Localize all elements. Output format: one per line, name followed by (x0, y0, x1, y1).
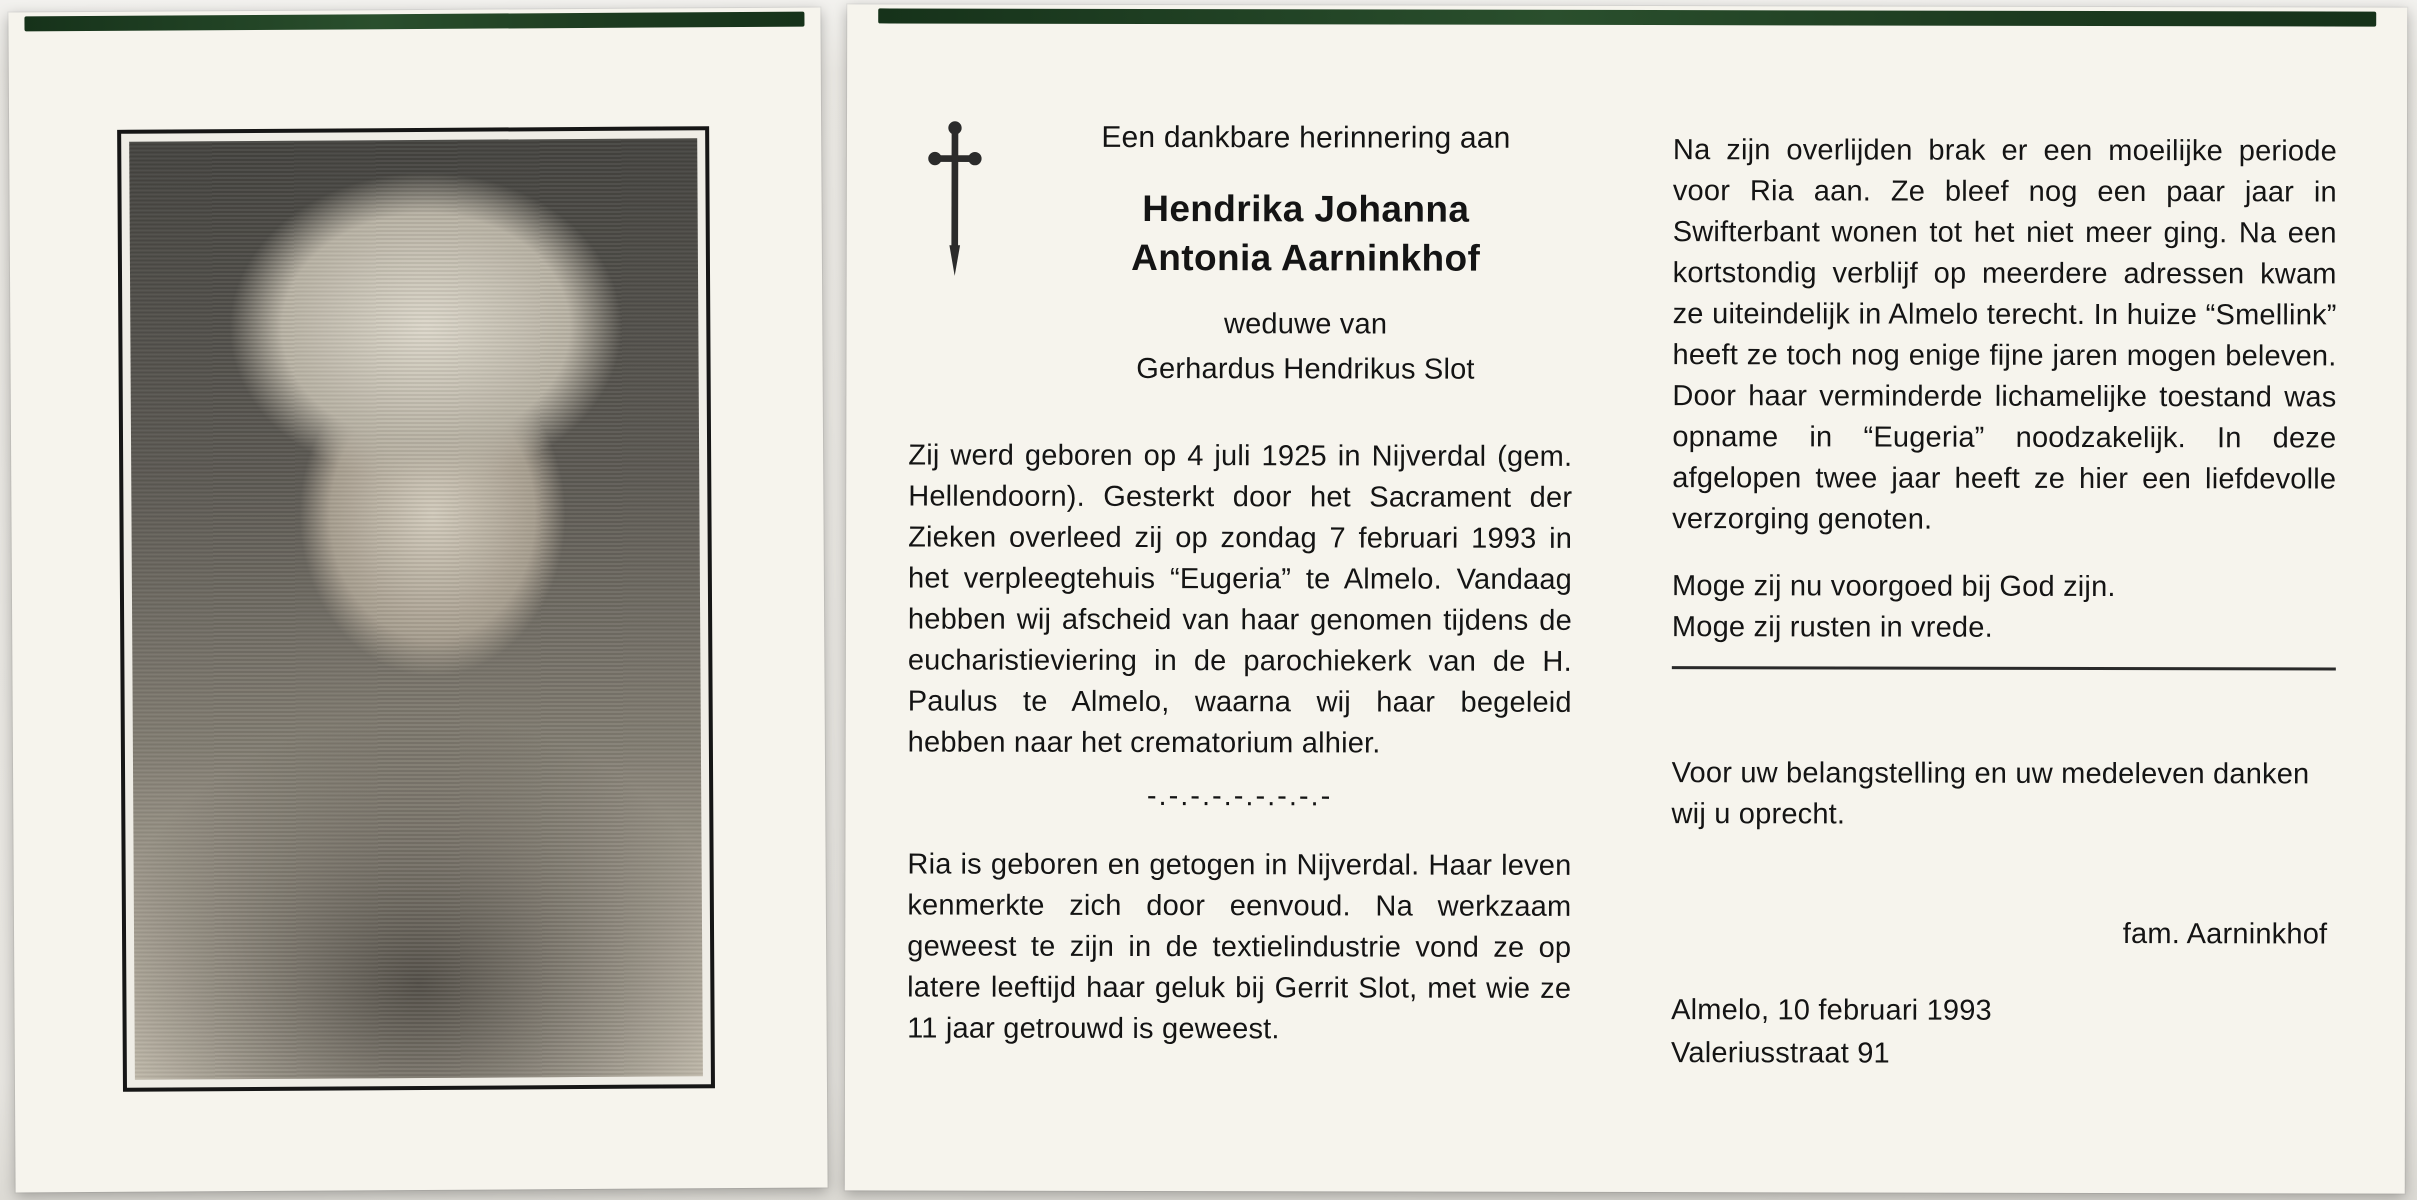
widow-of-label: weduwe van (1223, 308, 1388, 341)
husband-name: Gerhardus Hendrikus Slot (1136, 352, 1475, 386)
life-paragraph: Zij werd geboren op 4 juli 1925 in Nijverdal (gem. Hellendoorn). Gesterkt door het Sacrament der Zieken overleed zij op zondag 7 februari 1993 in het verpleegtehuis “Eugeria” te Almelo. Vandaag hebben wij afscheid van haar genomen tijdens de eucharistieviering in de parochiekerk van de H. Paulus te Almelo, waarna wij haar begeleid hebben naar het crematorium alhier. (907, 439, 1573, 760)
intro-line: Een dankbare herinnering aan (1101, 120, 1511, 155)
address-line: Valeriusstraat 91 (1671, 1037, 1890, 1070)
thanks-paragraph: Voor uw belangstelling en uw medeleven danken wij u oprecht. (1671, 757, 2310, 831)
memorial-card-left (8, 8, 827, 1193)
deceased-name-line2: Antonia Aarninkhof (1131, 236, 1481, 279)
section-divider: -.-.-.-.-.-.-.-.- (1146, 779, 1333, 813)
text-column-right (1671, 118, 2337, 1075)
separator-rule (1672, 666, 2336, 670)
deceased-name-line1: Hendrika Johanna (1142, 187, 1470, 230)
youth-paragraph: Ria is geboren en getogen in Nijverdal. Haar leven kenmerkte zich door eenvoud. Na werkzaam geweest te zijn in de textielindustrie vond ze op latere leeftijd haar geluk bij Gerrit Slot, met wie ze 11 jaar getrouwd is geweest. (907, 848, 1572, 1046)
portrait-frame (117, 126, 715, 1092)
prayer-line-2: Moge zij rusten in vrede. (1671, 611, 1993, 644)
cross-icon (927, 119, 983, 279)
card-top-edge-left (25, 12, 805, 32)
prayer-line-1: Moge zij nu voorgoed bij God zijn. (1671, 570, 2116, 604)
card-top-edge-right (878, 8, 2376, 26)
text-column-left (907, 116, 1573, 1050)
portrait-photo (129, 138, 703, 1079)
family-signature: fam. Aarninkhof (2122, 918, 2328, 951)
later-life-paragraph: Na zijn overlijden brak er een moeilijke periode voor Ria aan. Ze bleef nog een paar jaar in Swifterbant wonen tot het niet meer ging. Na een kortstondig verblijf op meerdere adressen kwam ze uiteindelijk in Almelo terecht. In huize “Smellink” heeft ze toch nog enige fijne jaren mogen beleven. Door haar verminderde lichamelijke toestand was opname in “Eugeria” noodzakelijk. In deze afgelopen twee jaar heeft ze hier een liefdevolle verzorging genoten. (1672, 134, 2337, 536)
memorial-card-right (845, 4, 2407, 1193)
memorial-header (1038, 117, 1573, 391)
place-date-line: Almelo, 10 februari 1993 (1671, 994, 1992, 1027)
